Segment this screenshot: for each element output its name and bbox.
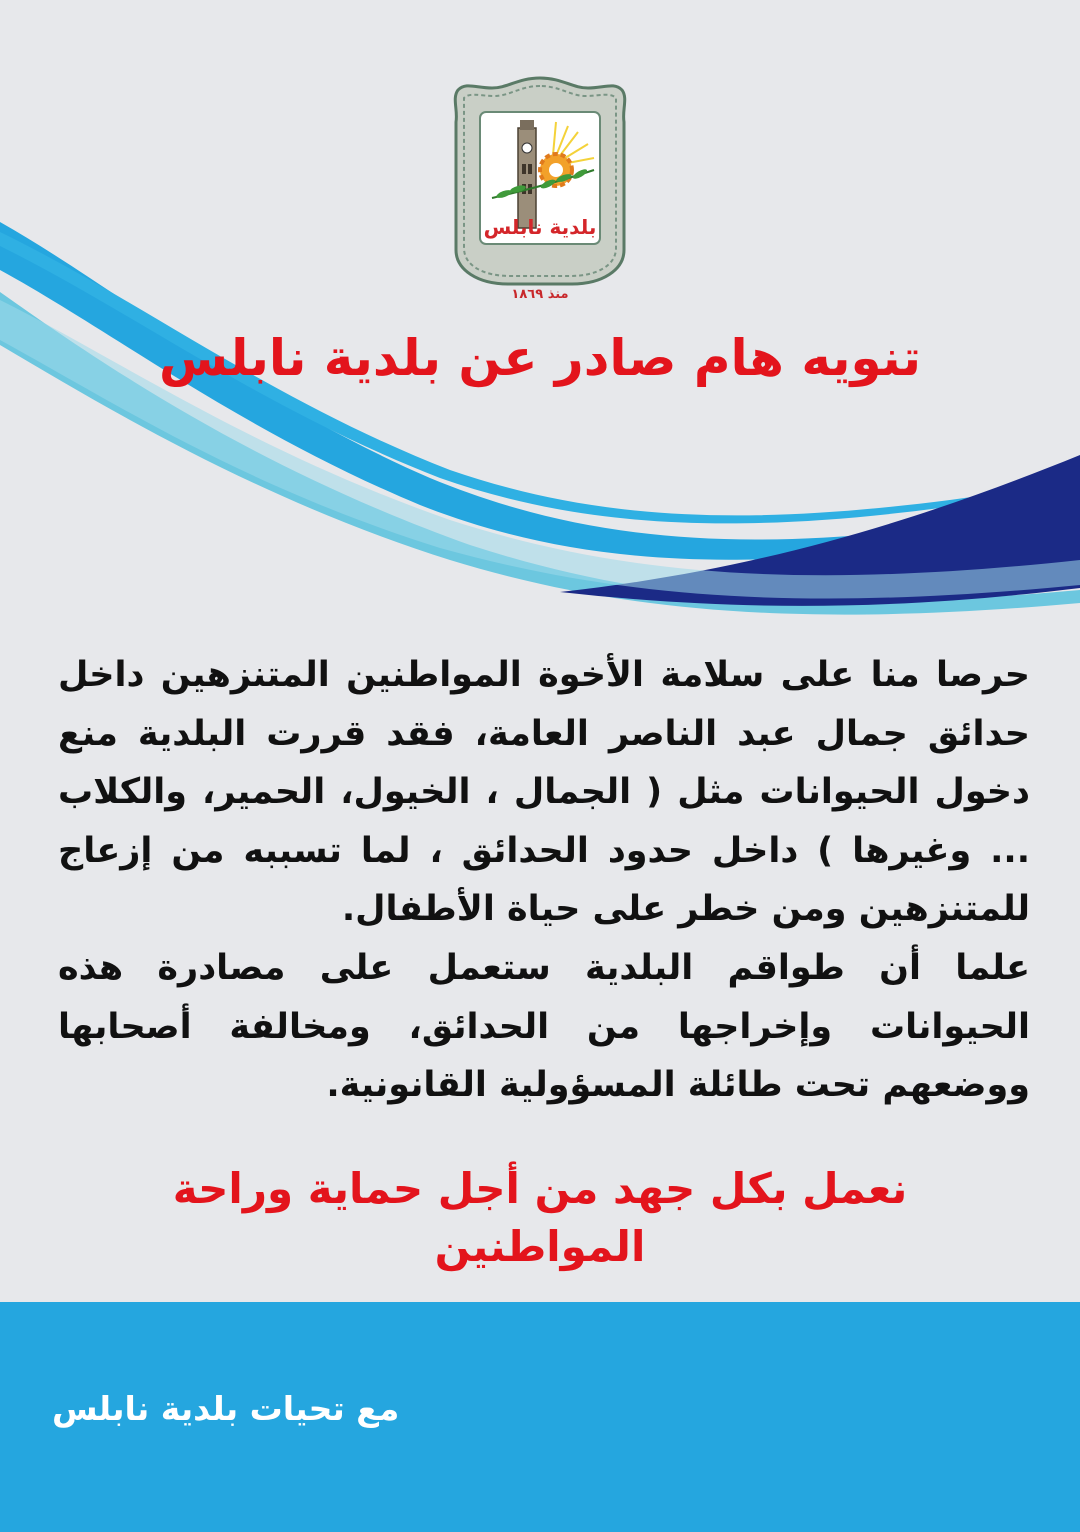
notice-body (58, 646, 1030, 1115)
clock-tower-icon (518, 120, 536, 228)
logo-name-text: بلدية نابلس (483, 215, 597, 239)
body-paragraph-2: علما أن طواقم البلدية ستعمل على مصادرة هذه الحيوانات وإخراجها من الحدائق، ومخالفة أصحابها ووضعهم تحت طائلة المسؤولية القانونية. (58, 947, 1030, 1106)
page-title: تنويه هام صادر عن بلدية نابلس (158, 329, 921, 387)
slogan-text: نعمل بكل جهد من أجل حماية وراحة المواطنين (172, 1164, 908, 1271)
footer-signature: مع تحيات بلدية نابلس (52, 1389, 400, 1428)
logo-since-text: منذ ١٨٦٩ (511, 287, 569, 302)
body-paragraph-1: حرصا منا على سلامة الأخوة المواطنين المتنزهين داخل حدائق جمال عبد الناصر العامة، فقد قررت البلدية منع دخول الحيوانات مثل ( الجمال ، الخيول، الحمير، والكلاب ... وغيرها ) داخل حدود الحدائق ، لما تسببه من إزعاج للمتنزهين ومن خطر على حياة الأطفال. (58, 655, 1030, 930)
nablus-municipality-logo (448, 74, 632, 306)
